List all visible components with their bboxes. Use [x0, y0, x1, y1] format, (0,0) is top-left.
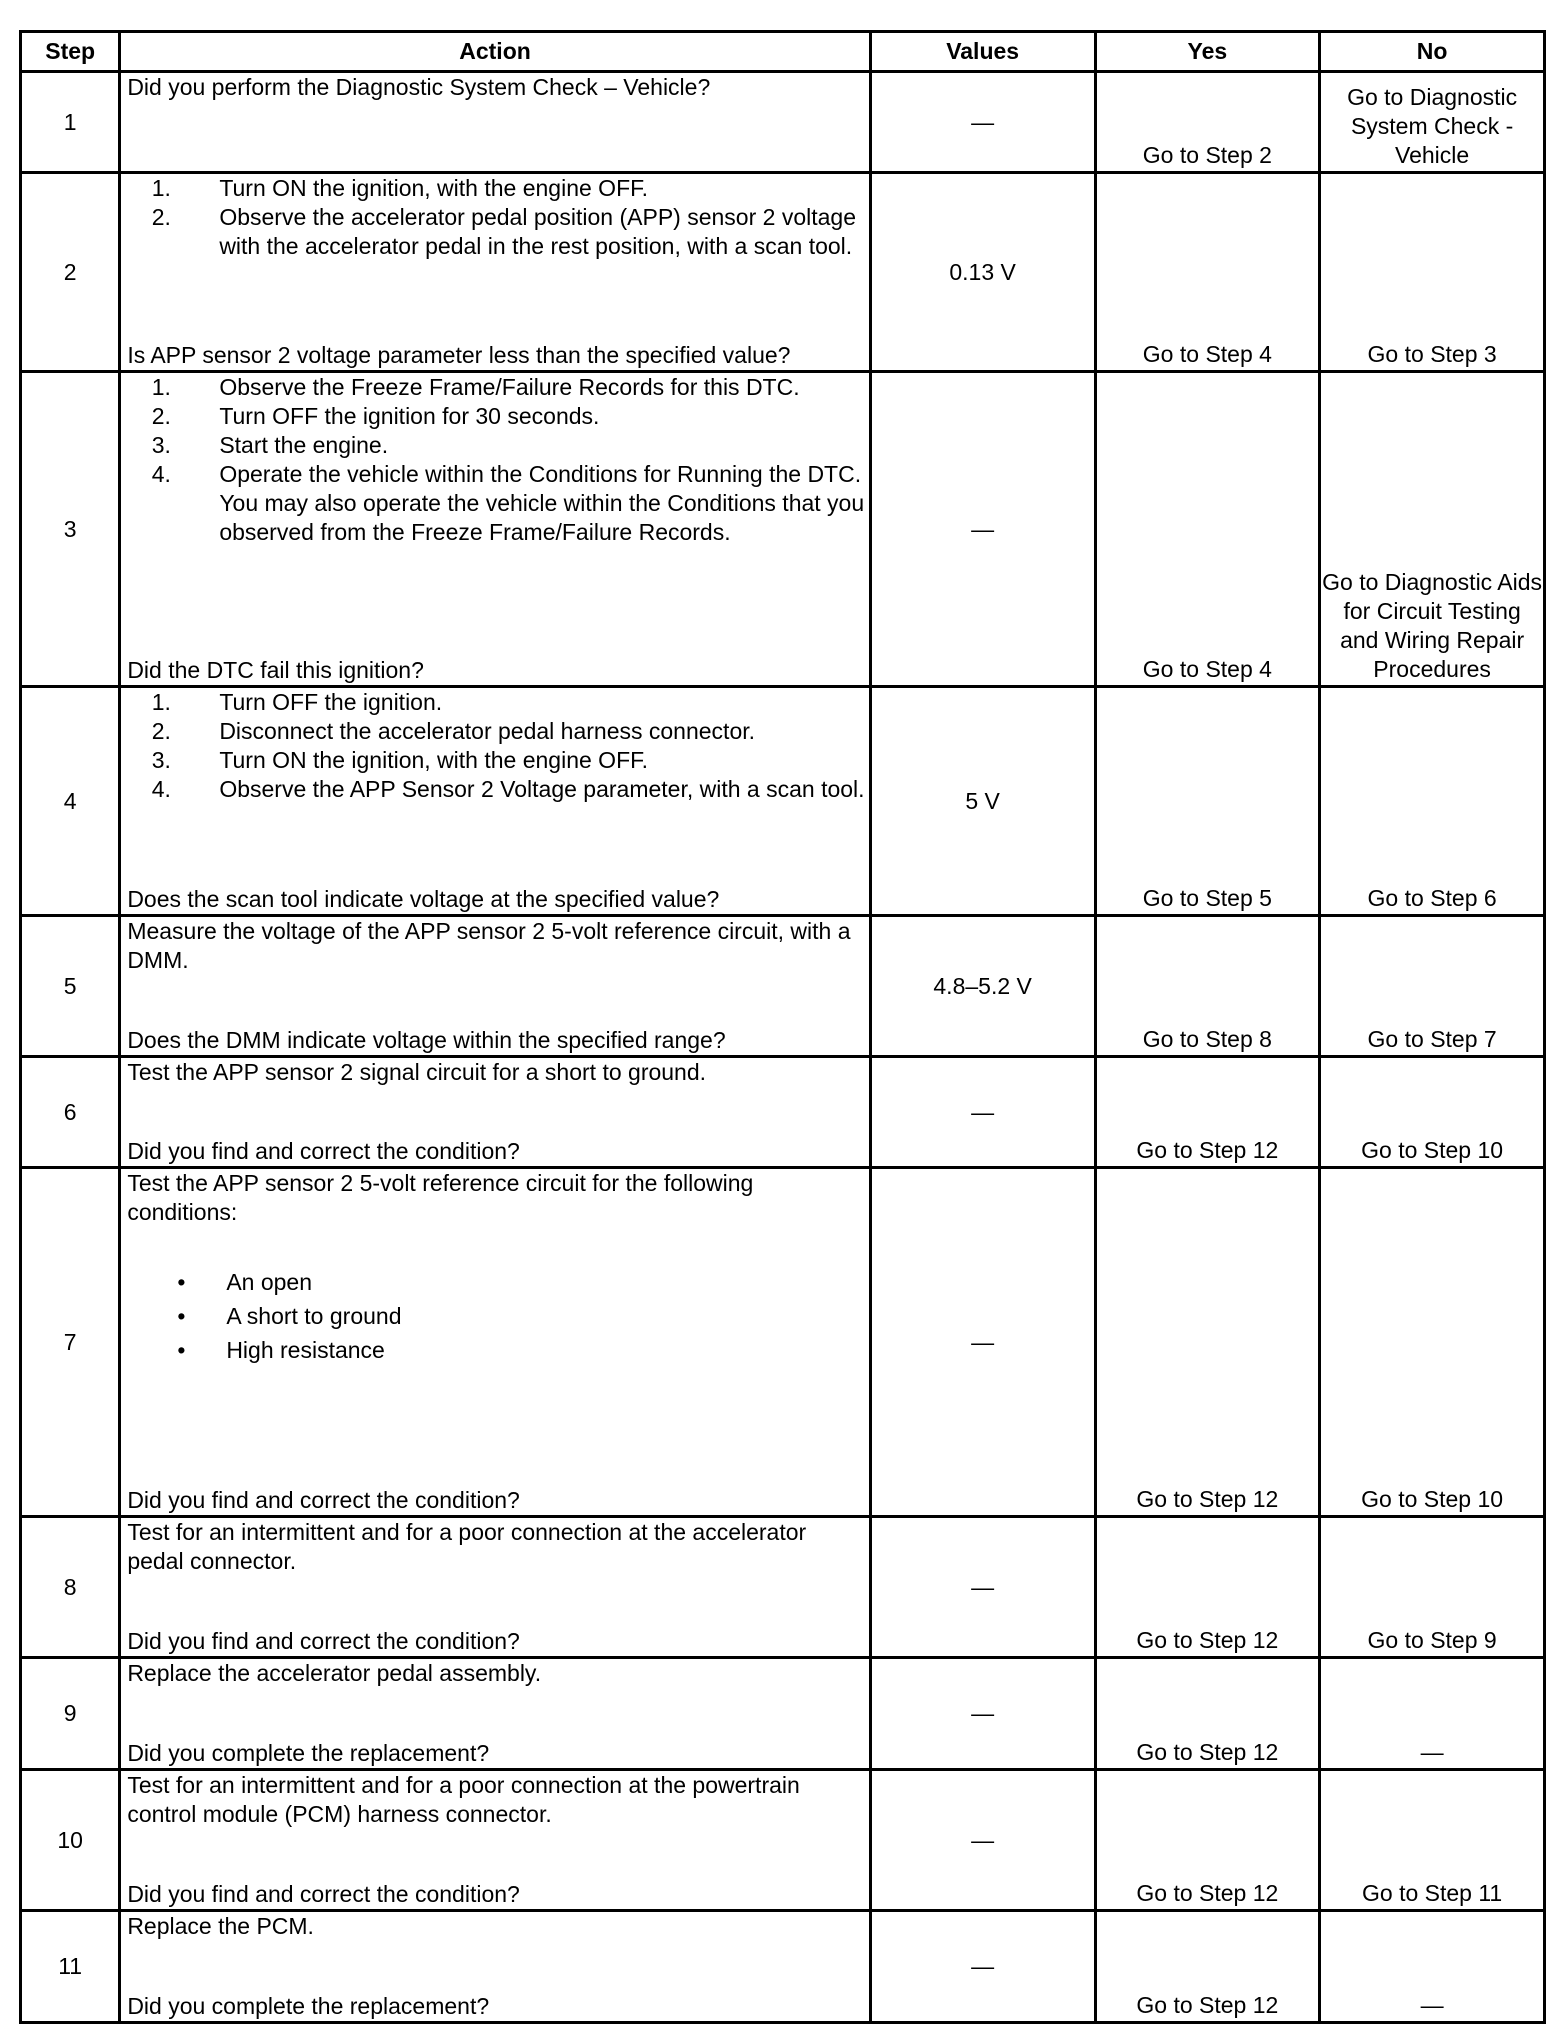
step-number: 4 [21, 687, 120, 916]
table-row [21, 1770, 1545, 1911]
yes-cell: Go to Step 4 [1095, 173, 1320, 372]
action-text: Replace the accelerator pedal assembly. [127, 1660, 542, 1686]
list-item: • High resistance [177, 1333, 868, 1367]
value-cell: — [870, 1168, 1095, 1517]
list-item: 2. Disconnect the accelerator pedal harness connector. [177, 717, 868, 746]
list-item: • A short to ground [177, 1299, 868, 1333]
table-row [21, 1057, 1545, 1168]
action-question: Does the scan tool indicate voltage at the specified value? [127, 886, 720, 912]
action-text: Test the APP sensor 2 5-volt reference circuit for the following conditions: [127, 1170, 754, 1225]
value-cell: 5 V [870, 687, 1095, 916]
yes-cell: Go to Step 12 [1095, 1911, 1320, 2023]
yes-cell: Go to Step 2 [1095, 72, 1320, 173]
no-cell: — [1320, 1658, 1545, 1770]
step-number: 5 [21, 916, 120, 1057]
list-item: 1. Observe the Freeze Frame/Failure Records for this DTC. [177, 373, 868, 402]
value-cell: 4.8–5.2 V [870, 916, 1095, 1057]
header-yes: Yes [1095, 32, 1320, 72]
yes-cell: Go to Step 4 [1095, 372, 1320, 687]
list-item: 1. Turn ON the ignition, with the engine OFF. [177, 174, 868, 203]
list-item: 1. Turn OFF the ignition. [177, 688, 868, 717]
action-text: Measure the voltage of the APP sensor 2 5-volt reference circuit, with a DMM. [127, 918, 851, 973]
step-number: 2 [21, 173, 120, 372]
value-cell: — [870, 372, 1095, 687]
action-text: Test the APP sensor 2 signal circuit for a short to ground. [127, 1059, 707, 1085]
no-cell: Go to Diagnostic Aids for Circuit Testing and Wiring Repair Procedures [1320, 372, 1545, 687]
action-question: Did you find and correct the condition? [127, 1881, 520, 1907]
action-cell [120, 916, 870, 1057]
action-cell [120, 1168, 870, 1517]
action-steps [127, 688, 868, 804]
table-row [21, 372, 1545, 687]
yes-cell: Go to Step 12 [1095, 1658, 1320, 1770]
list-item: 2. Turn OFF the ignition for 30 seconds. [177, 402, 868, 431]
step-number: 9 [21, 1658, 120, 1770]
no-cell: Go to Step 10 [1320, 1168, 1545, 1517]
table-row [21, 173, 1545, 372]
list-item: 3. Turn ON the ignition, with the engine OFF. [177, 746, 868, 775]
header-row [21, 32, 1545, 72]
action-steps [127, 373, 868, 547]
list-item: 4. Observe the APP Sensor 2 Voltage parameter, with a scan tool. [177, 775, 868, 804]
table-row [21, 72, 1545, 173]
action-question: Did you complete the replacement? [127, 1740, 490, 1766]
table-row [21, 1168, 1545, 1517]
no-cell: Go to Step 6 [1320, 687, 1545, 916]
action-text: Test for an intermittent and for a poor connection at the powertrain control module (PCM) harness connector. [127, 1772, 800, 1827]
yes-cell: Go to Step 5 [1095, 687, 1320, 916]
header-no: No [1320, 32, 1545, 72]
action-cell [120, 173, 870, 372]
yes-cell: Go to Step 12 [1095, 1057, 1320, 1168]
list-item: 4. Operate the vehicle within the Conditions for Running the DTC. You may also operate the vehicle within the Conditions that you observed from the Freeze Frame/Failure Records. [177, 460, 868, 547]
action-question: Does the DMM indicate voltage within the specified range? [127, 1027, 726, 1053]
action-text: Did you perform the Diagnostic System Check – Vehicle? [127, 74, 711, 100]
no-cell: — [1320, 1911, 1545, 2023]
no-cell: Go to Step 9 [1320, 1517, 1545, 1658]
header-step: Step [21, 32, 120, 72]
step-number: 6 [21, 1057, 120, 1168]
yes-cell: Go to Step 12 [1095, 1517, 1320, 1658]
condition-list [127, 1265, 868, 1367]
table-row [21, 916, 1545, 1057]
value-cell: — [870, 1057, 1095, 1168]
action-cell [120, 372, 870, 687]
step-number: 7 [21, 1168, 120, 1517]
value-cell: — [870, 1911, 1095, 2023]
value-cell: 0.13 V [870, 173, 1095, 372]
action-steps [127, 174, 868, 261]
value-cell: — [870, 1517, 1095, 1658]
table-row [21, 1517, 1545, 1658]
step-number: 3 [21, 372, 120, 687]
action-cell [120, 72, 870, 173]
action-cell [120, 1658, 870, 1770]
step-number: 8 [21, 1517, 120, 1658]
no-cell: Go to Step 10 [1320, 1057, 1545, 1168]
action-cell [120, 687, 870, 916]
action-question: Did you complete the replacement? [127, 1993, 490, 2019]
diagnostic-table [19, 30, 1546, 2024]
action-question: Did you find and correct the condition? [127, 1138, 520, 1164]
no-cell: Go to Step 11 [1320, 1770, 1545, 1911]
no-cell: Go to Step 3 [1320, 173, 1545, 372]
list-item: 3. Start the engine. [177, 431, 868, 460]
action-question: Did you find and correct the condition? [127, 1628, 520, 1654]
yes-cell: Go to Step 12 [1095, 1770, 1320, 1911]
action-question: Did you find and correct the condition? [127, 1487, 520, 1513]
step-number: 10 [21, 1770, 120, 1911]
table-row [21, 687, 1545, 916]
no-cell: Go to Diagnostic System Check - Vehicle [1320, 72, 1545, 173]
step-number: 11 [21, 1911, 120, 2023]
list-item: 2. Observe the accelerator pedal position (APP) sensor 2 voltage with the accelerator pedal in the rest position, with a scan tool. [177, 203, 868, 261]
step-number: 1 [21, 72, 120, 173]
table-row [21, 1658, 1545, 1770]
yes-cell: Go to Step 12 [1095, 1168, 1320, 1517]
action-cell [120, 1770, 870, 1911]
action-question: Did the DTC fail this ignition? [127, 657, 424, 683]
action-cell [120, 1517, 870, 1658]
action-text: Test for an intermittent and for a poor connection at the accelerator pedal connector. [127, 1519, 807, 1574]
header-values: Values [870, 32, 1095, 72]
yes-cell: Go to Step 8 [1095, 916, 1320, 1057]
value-cell: — [870, 1658, 1095, 1770]
action-text: Replace the PCM. [127, 1913, 314, 1939]
action-cell [120, 1057, 870, 1168]
header-action: Action [120, 32, 870, 72]
action-question: Is APP sensor 2 voltage parameter less than the specified value? [127, 342, 791, 368]
list-item: • An open [177, 1265, 868, 1299]
value-cell: — [870, 1770, 1095, 1911]
no-cell: Go to Step 7 [1320, 916, 1545, 1057]
value-cell: — [870, 72, 1095, 173]
